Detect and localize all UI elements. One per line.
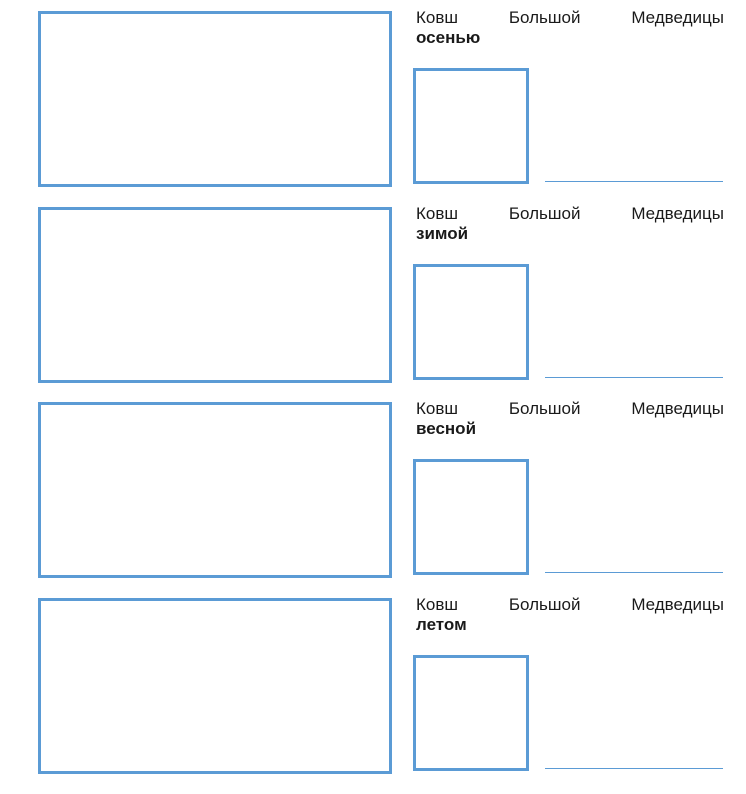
sky-drawing-box[interactable]	[38, 207, 392, 383]
season-label: летом	[416, 615, 467, 634]
caption-word: Медведицы	[631, 204, 724, 223]
caption-word: Большой	[508, 399, 581, 418]
season-label: осенью	[416, 28, 481, 47]
caption-word: Большой	[508, 8, 581, 27]
sky-drawing-box[interactable]	[38, 402, 392, 578]
caption-word: Большой	[508, 204, 581, 223]
caption-title	[416, 595, 724, 615]
season-row-summer	[0, 595, 746, 794]
sky-drawing-box[interactable]	[38, 598, 392, 774]
season-row-autumn	[0, 8, 746, 207]
dipper-drawing-box[interactable]	[413, 459, 529, 575]
answer-line[interactable]	[545, 768, 723, 769]
caption-word: Медведицы	[631, 8, 724, 27]
caption-word: Ковш	[416, 8, 459, 27]
caption-word: Ковш	[416, 595, 459, 614]
caption-word: Медведицы	[631, 595, 724, 614]
caption-word: Медведицы	[631, 399, 724, 418]
season-caption	[416, 399, 724, 439]
dipper-drawing-box[interactable]	[413, 264, 529, 380]
season-row-spring	[0, 399, 746, 598]
answer-line[interactable]	[545, 572, 723, 573]
answer-line[interactable]	[545, 377, 723, 378]
caption-word: Большой	[508, 595, 581, 614]
dipper-drawing-box[interactable]	[413, 655, 529, 771]
caption-title	[416, 8, 724, 28]
caption-word: Ковш	[416, 204, 459, 223]
sky-drawing-box[interactable]	[38, 11, 392, 187]
caption-title	[416, 204, 724, 224]
season-label: весной	[416, 419, 477, 438]
answer-line[interactable]	[545, 181, 723, 182]
season-label: зимой	[416, 224, 469, 243]
season-row-winter	[0, 204, 746, 403]
caption-title	[416, 399, 724, 419]
season-caption	[416, 595, 724, 635]
dipper-drawing-box[interactable]	[413, 68, 529, 184]
season-caption	[416, 204, 724, 244]
season-caption	[416, 8, 724, 48]
caption-word: Ковш	[416, 399, 459, 418]
